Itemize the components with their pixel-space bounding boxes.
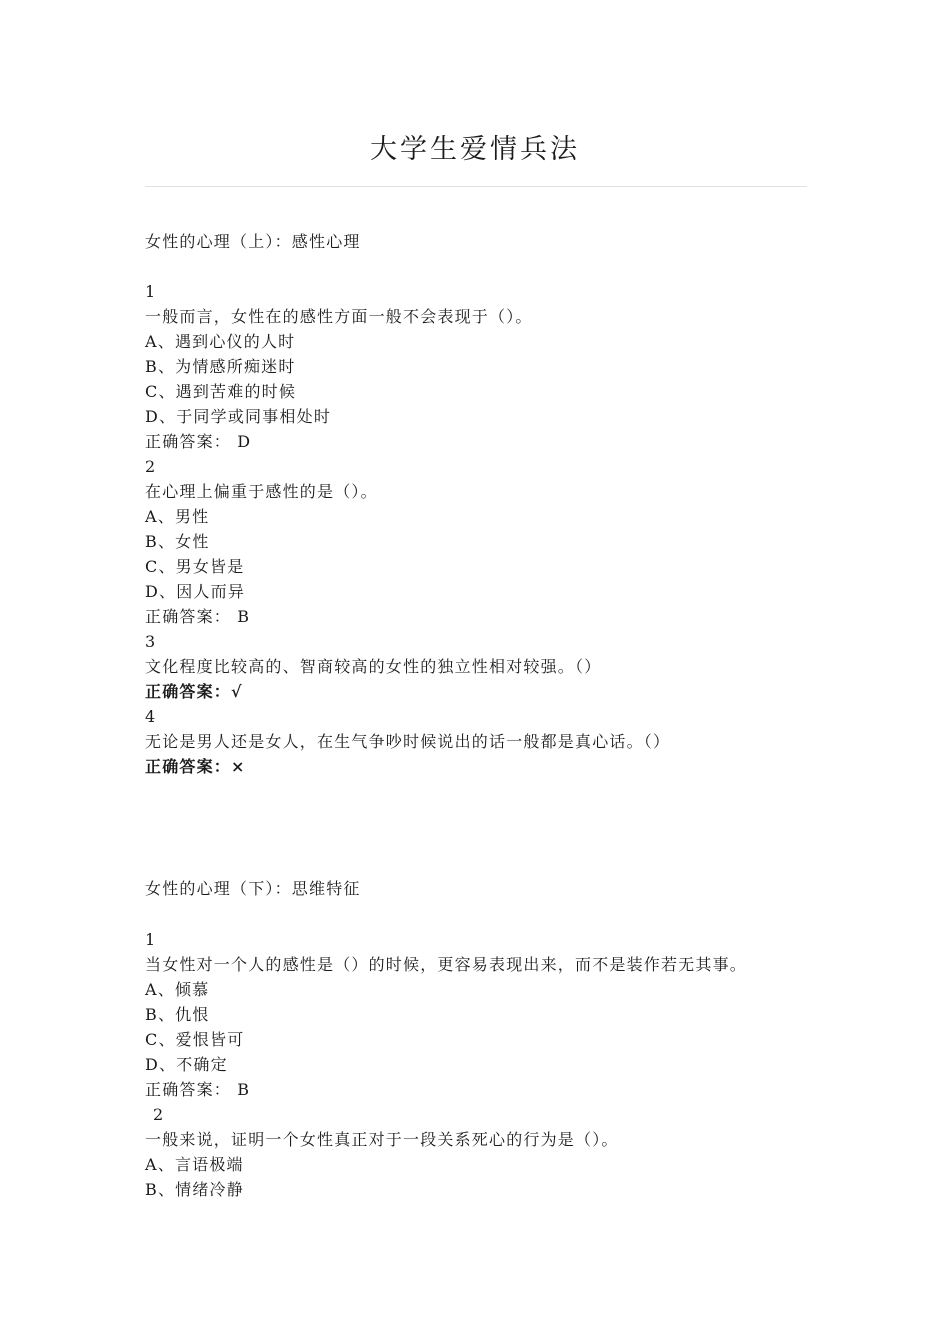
question-number: 4	[145, 707, 157, 726]
correct-answer: 正确答案：×	[145, 757, 246, 776]
option-b: B、仇恨	[145, 1005, 210, 1024]
section-heading: 女性的心理（下）：思维特征	[145, 879, 361, 898]
option-d: D、因人而异	[145, 582, 246, 601]
question-text: 无论是男人还是女人，在生气争吵时候说出的话一般都是真心话。（）	[145, 732, 671, 751]
question-number: 1	[145, 282, 157, 301]
question-number: 1	[145, 930, 157, 949]
option-d: D、于同学或同事相处时	[145, 407, 332, 426]
section-heading: 女性的心理（上）：感性心理	[145, 232, 361, 251]
question-text: 一般来说，证明一个女性真正对于一段关系死心的行为是（）。	[145, 1130, 619, 1149]
question-text: 文化程度比较高的、智商较高的女性的独立性相对较强。（）	[145, 657, 602, 676]
option-c: C、遇到苦难的时候	[145, 382, 297, 401]
option-b: B、情绪冷静	[145, 1180, 244, 1199]
question-number: 3	[145, 632, 157, 651]
correct-answer: 正确答案： D	[145, 432, 252, 451]
option-c: C、爱恨皆可	[145, 1030, 245, 1049]
option-a: A、遇到心仪的人时	[145, 332, 296, 351]
correct-answer: 正确答案： B	[145, 607, 251, 626]
question-text: 当女性对一个人的感性是（）的时候，更容易表现出来，而不是装作若无其事。	[145, 955, 748, 974]
question-number: 2	[153, 1105, 165, 1124]
question-text: 在心理上偏重于感性的是（）。	[145, 482, 378, 501]
question-text: 一般而言，女性在的感性方面一般不会表现于（）。	[145, 307, 533, 326]
correct-answer: 正确答案： B	[145, 1080, 251, 1099]
option-a: A、言语极端	[145, 1155, 244, 1174]
option-b: B、女性	[145, 532, 210, 551]
correct-answer: 正确答案：√	[145, 682, 243, 701]
option-a: A、倾慕	[145, 980, 210, 999]
option-c: C、男女皆是	[145, 557, 245, 576]
option-a: A、男性	[145, 507, 210, 526]
document-title: 大学生爱情兵法	[370, 134, 580, 165]
option-b: B、为情感所痴迷时	[145, 357, 296, 376]
question-number: 2	[145, 457, 157, 476]
title-divider	[145, 186, 807, 187]
option-d: D、不确定	[145, 1055, 228, 1074]
